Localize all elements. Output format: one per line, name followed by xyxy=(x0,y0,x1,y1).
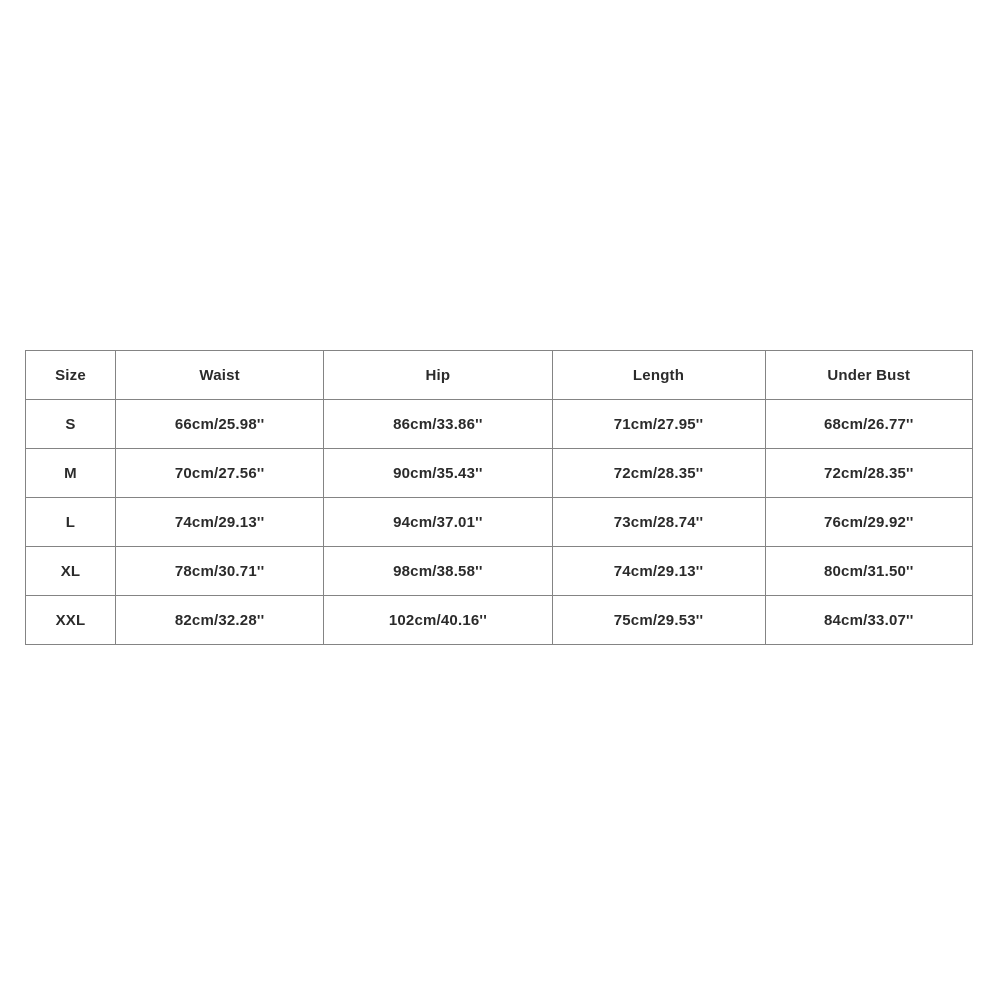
column-header-hip: Hip xyxy=(324,351,552,400)
size-label-cell: L xyxy=(26,498,116,547)
table-row-xxl xyxy=(26,596,973,645)
length-value-cell: 73cm/28.74'' xyxy=(552,498,765,547)
column-header-waist: Waist xyxy=(115,351,323,400)
size-label-cell: XXL xyxy=(26,596,116,645)
table-row-s xyxy=(26,400,973,449)
waist-value-cell: 78cm/30.71'' xyxy=(115,547,323,596)
waist-value-cell: 74cm/29.13'' xyxy=(115,498,323,547)
hip-value-cell: 90cm/35.43'' xyxy=(324,449,552,498)
length-value-cell: 74cm/29.13'' xyxy=(552,547,765,596)
hip-value-cell: 86cm/33.86'' xyxy=(324,400,552,449)
hip-value-cell: 98cm/38.58'' xyxy=(324,547,552,596)
column-header-length: Length xyxy=(552,351,765,400)
column-header-under-bust: Under Bust xyxy=(765,351,972,400)
table-row-xl xyxy=(26,547,973,596)
column-header-size: Size xyxy=(26,351,116,400)
length-value-cell: 75cm/29.53'' xyxy=(552,596,765,645)
size-label-cell: M xyxy=(26,449,116,498)
under-bust-value-cell: 68cm/26.77'' xyxy=(765,400,972,449)
size-label-cell: S xyxy=(26,400,116,449)
table-row-l xyxy=(26,498,973,547)
hip-value-cell: 94cm/37.01'' xyxy=(324,498,552,547)
table-row-m xyxy=(26,449,973,498)
under-bust-value-cell: 84cm/33.07'' xyxy=(765,596,972,645)
size-label-cell: XL xyxy=(26,547,116,596)
waist-value-cell: 82cm/32.28'' xyxy=(115,596,323,645)
length-value-cell: 71cm/27.95'' xyxy=(552,400,765,449)
under-bust-value-cell: 72cm/28.35'' xyxy=(765,449,972,498)
size-chart-table xyxy=(25,350,973,645)
waist-value-cell: 66cm/25.98'' xyxy=(115,400,323,449)
length-value-cell: 72cm/28.35'' xyxy=(552,449,765,498)
under-bust-value-cell: 80cm/31.50'' xyxy=(765,547,972,596)
table-header-row xyxy=(26,351,973,400)
hip-value-cell: 102cm/40.16'' xyxy=(324,596,552,645)
under-bust-value-cell: 76cm/29.92'' xyxy=(765,498,972,547)
waist-value-cell: 70cm/27.56'' xyxy=(115,449,323,498)
